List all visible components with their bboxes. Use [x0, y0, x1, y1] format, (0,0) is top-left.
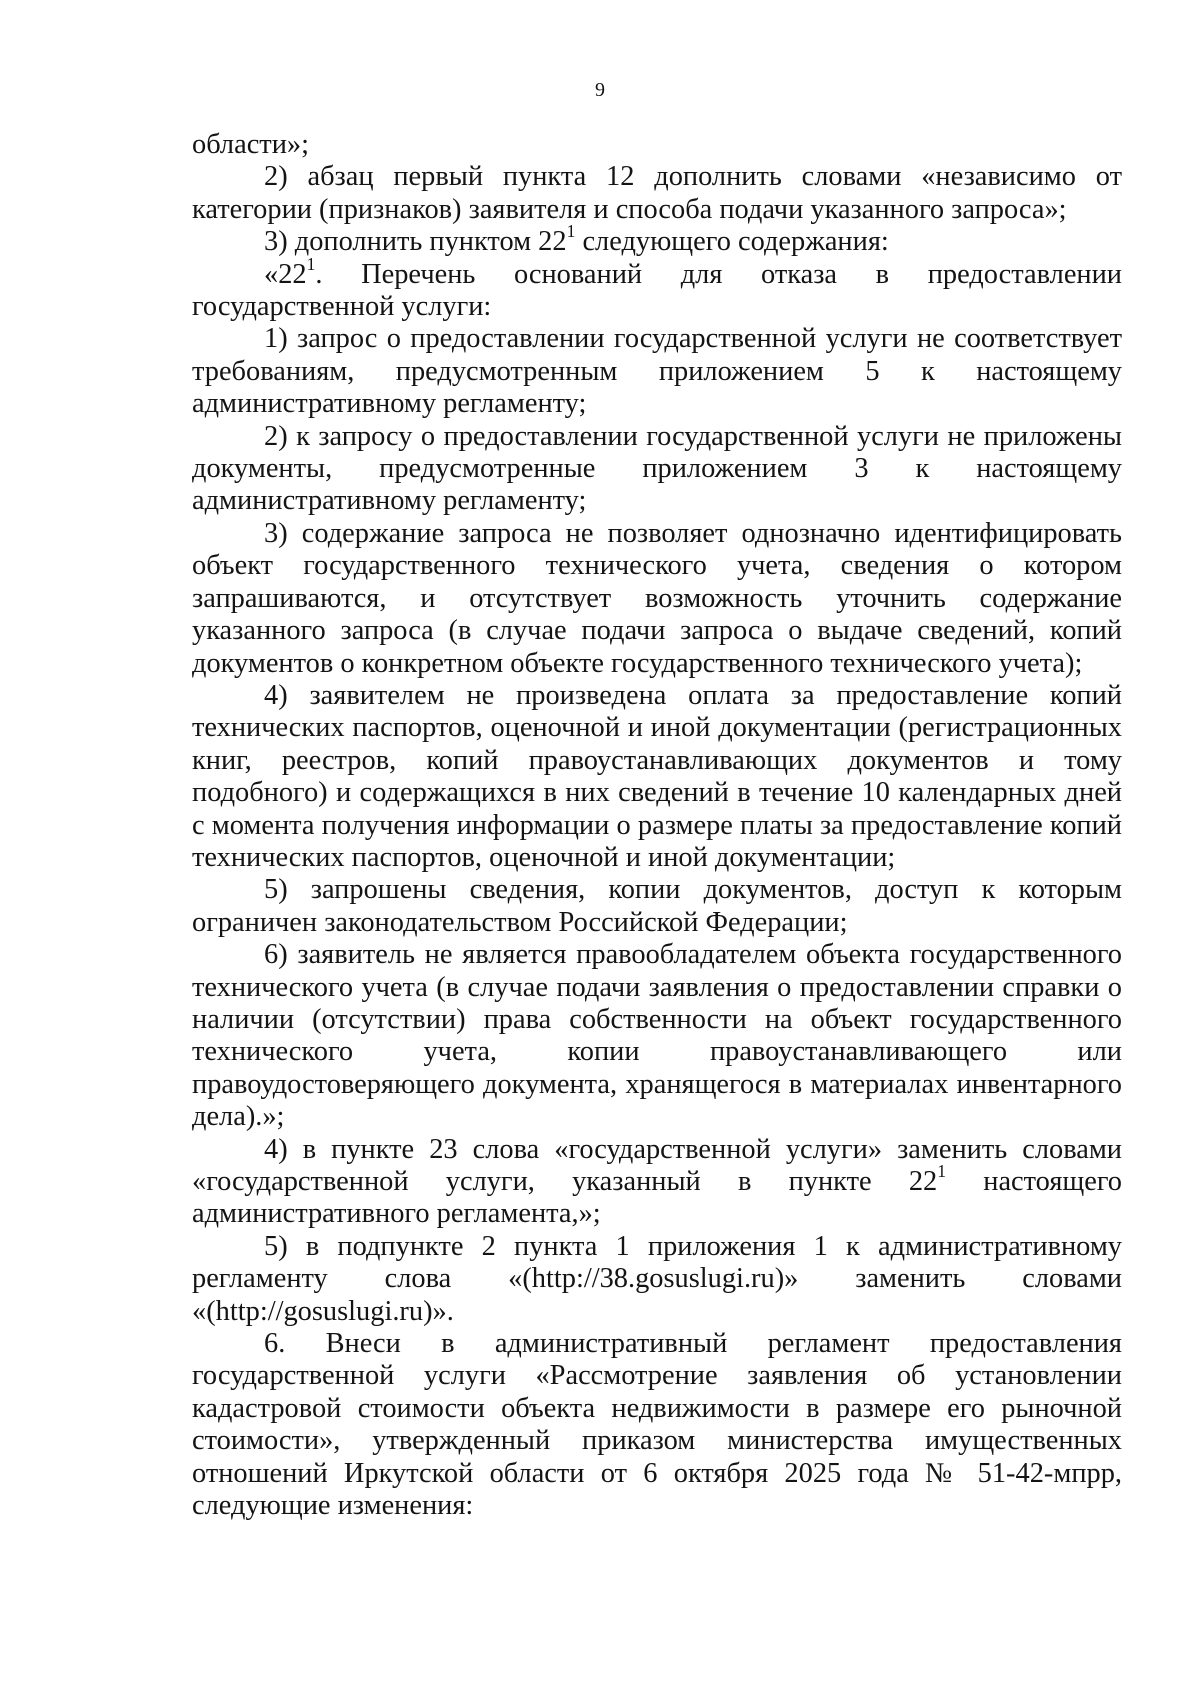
paragraph-ground-3: 3) содержание запроса не позволяет однозначно идентифицировать объект государственного технического учета, сведения о котором запрашиваются, и отсутствует возможность уточнить содержание указанного запроса (в случае подачи запроса о выдаче сведений, копий документов о конкретном объекте государственного технического учета);	[192, 517, 1122, 679]
superscript: 1	[937, 1160, 947, 1181]
paragraph-continuation: области»;	[192, 129, 309, 160]
paragraph-ground-6: 6) заявитель не является правообладателем объекта государственного технического учета (в случае подачи заявления о предоставлении справки о наличии (отсутствии) права собственности на объект государственного технического учета, копии правоустанавливающего или правоудостоверяющего документа, хранящегося в материалах инвентарного дела).»;	[192, 939, 1122, 1133]
paragraph-section-6: 6. Внеси в административный регламент предоставления государственной услуги «Рассмотрение заявления об установлении кадастровой стоимости объекта недвижимости в размере его рыночной стоимости», утвержденный приказом министерства имущественных отношений Иркутской области от 6 октября 2025 года № 51-42-мпрр, следующие изменения:	[192, 1328, 1122, 1522]
superscript: 1	[306, 253, 316, 274]
paragraph-item-4-amendment	[192, 1134, 1122, 1231]
paragraph-text: настоящего административного регламента,»;	[192, 1166, 1122, 1230]
page-number: 9	[595, 79, 605, 101]
paragraph-text: 3) дополнить пунктом 22	[264, 226, 567, 258]
paragraph-item-2-amendment: 2) абзац первый пункта 12 дополнить словами «независимо от категории (признаков) заявителя и способа подачи указанного запроса»;	[192, 161, 1122, 225]
paragraph-ground-1: 1) запрос о предоставлении государственной услуги не соответствует требованиям, предусмотренным приложением 5 к настоящему административному регламенту;	[192, 323, 1122, 420]
paragraph-section-heading	[192, 253, 1122, 324]
paragraph-ground-2: 2) к запросу о предоставлении государственной услуги не приложены документы, предусмотренные приложением 3 к настоящему административному регламенту;	[192, 420, 1122, 517]
document-body	[192, 129, 1122, 1522]
superscript: 1	[566, 221, 576, 242]
paragraph-text: 4) в пункте 23 слова «государственной услуги» заменить словами «государственной услуги, указанный в пункте 22	[192, 1133, 1122, 1197]
paragraph-ground-5: 5) запрошены сведения, копии документов, доступ к которым ограничен законодательством Российской Федерации;	[192, 874, 1122, 938]
paragraph-item-3-amendment	[192, 221, 1122, 258]
paragraph-text: «22	[264, 258, 307, 290]
paragraph-text: . Перечень оснований для отказа в предоставлении государственной услуги:	[192, 258, 1122, 323]
paragraph-ground-4: 4) заявителем не произведена оплата за предоставление копий технических паспортов, оценочной и иной документации (регистрационных книг, реестров, копий правоустанавливающих документов и тому подобного) и содержащихся в них сведений в течение 10 календарных дней с момента получения информации о размере платы за предоставление копий технических паспортов, оценочной и иной документации;	[192, 679, 1122, 873]
paragraph-item-5-amendment: 5) в подпункте 2 пункта 1 приложения 1 к административному регламенту слова «(http://38.gosuslugi.ru)» заменить словами «(http://gosuslugi.ru)».	[192, 1230, 1122, 1327]
paragraph-text: следующего содержания:	[575, 226, 889, 258]
